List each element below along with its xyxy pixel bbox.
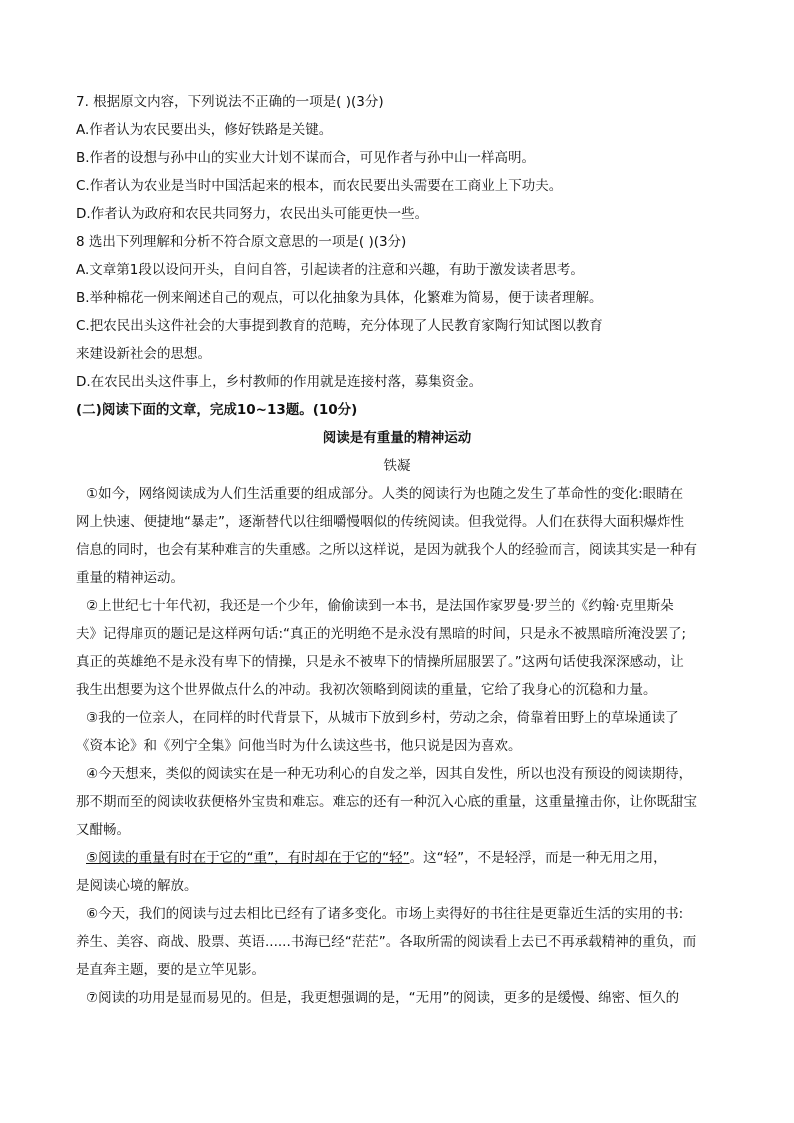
paragraph-1-line-1: ①如今，网络阅读成为人们生活重要的组成部分。人类的阅读行为也随之发生了革命性的变化:眼睛在: [86, 486, 684, 502]
paragraph-5-line-1: [76, 844, 718, 872]
question-7-option-a: A.作者认为农民要出头，修好铁路是关键。: [76, 122, 333, 138]
question-8-option-c: C.把农民出头这件社会的大事提到教育的范畴，充分体现了人民教育家陶行知试图以教育: [76, 318, 603, 334]
paragraph-5-line-1-rest: 。这“轻”，不是轻浮，而是一种无用之用，: [409, 850, 667, 866]
paragraph-2-line-3: 真正的英雄绝不是永没有卑下的情操，只是永不被卑下的情操所屈服罢了。”这两句话使我深深感动，让: [76, 654, 684, 670]
question-8-stem: 8 选出下列理解和分析不符合原文意思的一项是( )(3分): [76, 234, 407, 250]
question-7-option-d: D.作者认为政府和农民共同努力，农民出头可能更快一些。: [76, 206, 429, 222]
section-2-heading: (二)阅读下面的文章，完成10~13题。(10分): [76, 402, 358, 418]
paragraph-6-line-3: 是直奔主题，要的是立竿见影。: [76, 962, 265, 978]
paragraph-3-line-2: 《资本论》和《列宁全集》问他当时为什么读这些书，他只说是因为喜欢。: [76, 738, 522, 754]
paragraph-5-line-2: 是阅读心境的解放。: [76, 878, 198, 894]
question-7-stem: 7. 根据原文内容，下列说法不正确的一项是( )(3分): [76, 94, 384, 110]
paragraph-6-line-1: ⑥今天，我们的阅读与过去相比已经有了诸多变化。市场上卖得好的书往往是更靠近生活的实用的书:: [86, 906, 684, 922]
question-8-option-a: A.文章第1段以设问开头，自问自答，引起读者的注意和兴趣，有助于激发读者思考。: [76, 262, 584, 278]
paragraph-4-line-1: ④今天想来，类似的阅读实在是一种无功利心的自发之举，因其自发性，所以也没有预设的阅读期待，: [86, 766, 693, 782]
paragraph-5-underlined-sentence: ⑤阅读的重量有时在于它的“重”，有时却在于它的“轻”: [86, 850, 410, 866]
paragraph-2-line-4: 我生出想要为这个世界做点什么的冲动。我初次领略到阅读的重量，它给了我身心的沉稳和力量。: [76, 682, 657, 698]
paragraph-2-line-2: 夫》记得扉页的题记是这样两句话:“真正的光明绝不是永没有黑暗的时间，只是永不被黑暗所淹没罢了;: [76, 626, 687, 642]
question-7-option-b: B.作者的设想与孙中山的实业大计划不谋而合，可见作者与孙中山一样高明。: [76, 150, 536, 166]
paragraph-1-line-3: 信息的同时，也会有某种难言的失重感。之所以这样说，是因为就我个人的经验而言，阅读其实是一种有: [76, 542, 697, 558]
paragraph-1-line-4: 重量的精神运动。: [76, 570, 184, 586]
paragraph-1-line-2: 网上快速、便捷地“暴走”，逐渐替代以往细嚼慢咽似的传统阅读。但我觉得。人们在获得大面积爆炸性: [76, 514, 684, 530]
paragraph-3-line-1: ③我的一位亲人，在同样的时代背景下，从城市下放到乡村，劳动之余，倚靠着田野上的草垛通读了: [86, 710, 679, 726]
article-title: 阅读是有重量的精神运动: [322, 430, 472, 446]
exam-content: [76, 88, 718, 1012]
question-8-option-b: B.举种棉花一例来阐述自己的观点，可以化抽象为具体，化繁难为简易，便于读者理解。: [76, 290, 603, 306]
question-8-option-c-cont: 来建设新社会的思想。: [76, 346, 211, 362]
paragraph-4-line-2: 那不期而至的阅读收获便格外宝贵和难忘。难忘的还有一种沉入心底的重量，这重量撞击你，让你既甜宝: [76, 794, 697, 810]
article-author: 铁凝: [383, 458, 411, 474]
question-8-option-d: D.在农民出头这件事上，乡村教师的作用就是连接村落，募集资金。: [76, 374, 483, 390]
paragraph-6-line-2: 养生、美容、商战、股票、英语......书海已经“茫茫”。各取所需的阅读看上去已不再承载精神的重负，而: [76, 934, 697, 950]
paragraph-2-line-1: ②上世纪七十年代初，我还是一个少年，偷偷读到一本书，是法国作家罗曼·罗兰的《约翰·克里斯朵: [86, 598, 674, 614]
paragraph-4-line-3: 又酣畅。: [76, 822, 130, 838]
paragraph-7-line-1: ⑦阅读的功用是显而易见的。但是，我更想强调的是，“无用”的阅读，更多的是缓慢、绵密、恒久的: [86, 990, 680, 1006]
question-7-option-c: C.作者认为农业是当时中国活起来的根本，而农民要出头需要在工商业上下功夫。: [76, 178, 563, 194]
